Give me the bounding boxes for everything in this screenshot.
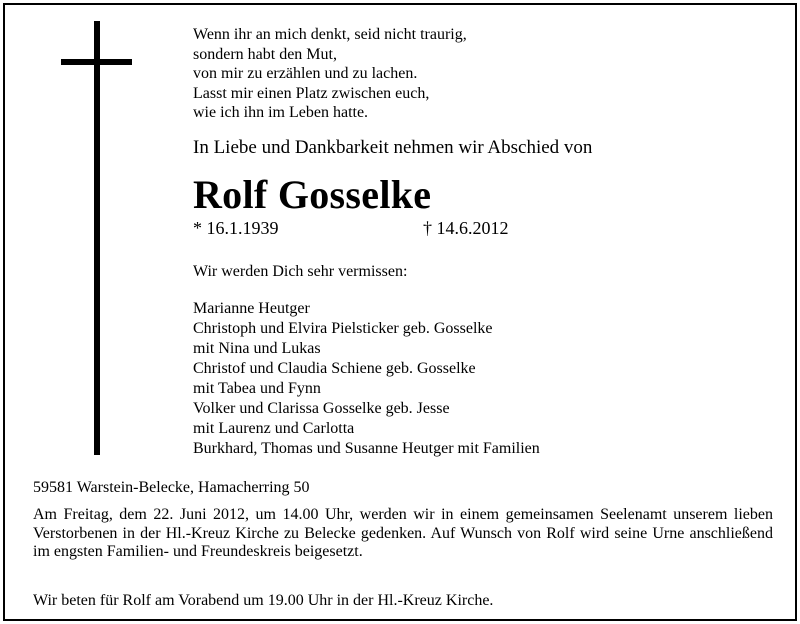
poem-line: Wenn ihr an mich denkt, seid nicht traurig,: [193, 26, 467, 43]
poem-line: von mir zu erzählen und zu lachen.: [193, 65, 418, 82]
poem-line: wie ich ihn im Leben hatte.: [193, 104, 369, 121]
mourner-line: Christoph und Elvira Pielsticker geb. Gosselke: [193, 320, 493, 337]
deceased-name: Rolf Gosselke: [193, 172, 432, 217]
mourner-line: mit Tabea und Fynn: [193, 380, 321, 397]
birth-date: * 16.1.1939: [193, 218, 279, 238]
farewell-intro: In Liebe und Dankbarkeit nehmen wir Abschied von: [193, 137, 593, 158]
vigil-announcement: Wir beten für Rolf am Vorabend um 19.00 Uhr in der Hl.-Kreuz Kirche.: [33, 592, 494, 609]
cross-vertical-bar: [94, 21, 100, 455]
cross-horizontal-bar: [61, 59, 132, 65]
poem-line: sondern habt den Mut,: [193, 45, 337, 63]
mourners-list: [193, 299, 540, 459]
poem-line: Lasst mir einen Platz zwischen euch,: [193, 84, 430, 102]
poem: [193, 25, 467, 123]
mourner-line: Marianne Heutger: [193, 300, 310, 317]
family-address: 59581 Warstein-Belecke, Hamacherring 50: [33, 479, 310, 496]
mourner-line: Burkhard, Thomas und Susanne Heutger mit Familien: [193, 440, 540, 457]
service-paragraph: Am Freitag, dem 22. Juni 2012, um 14.00 Uhr, werden wir in einem gemeinsamen Seelenamt unserem lieben Verstorbenen in der Hl.-Kreuz Kirche zu Belecke gedenken. Auf Wunsch von Rolf wird seine Urne anschließend im engsten Familien- und Freundeskreis beigesetzt.: [33, 506, 773, 560]
miss-text: Wir werden Dich sehr vermissen:: [193, 263, 408, 280]
mourner-line: mit Laurenz und Carlotta: [193, 420, 355, 437]
mourner-line: Christof und Claudia Schiene geb. Gosselke: [193, 360, 476, 377]
service-announcement: [33, 506, 773, 562]
mourner-line: mit Nina und Lukas: [193, 340, 321, 357]
mourner-line: Volker und Clarissa Gosselke geb. Jesse: [193, 400, 450, 417]
death-date: † 14.6.2012: [423, 218, 509, 238]
